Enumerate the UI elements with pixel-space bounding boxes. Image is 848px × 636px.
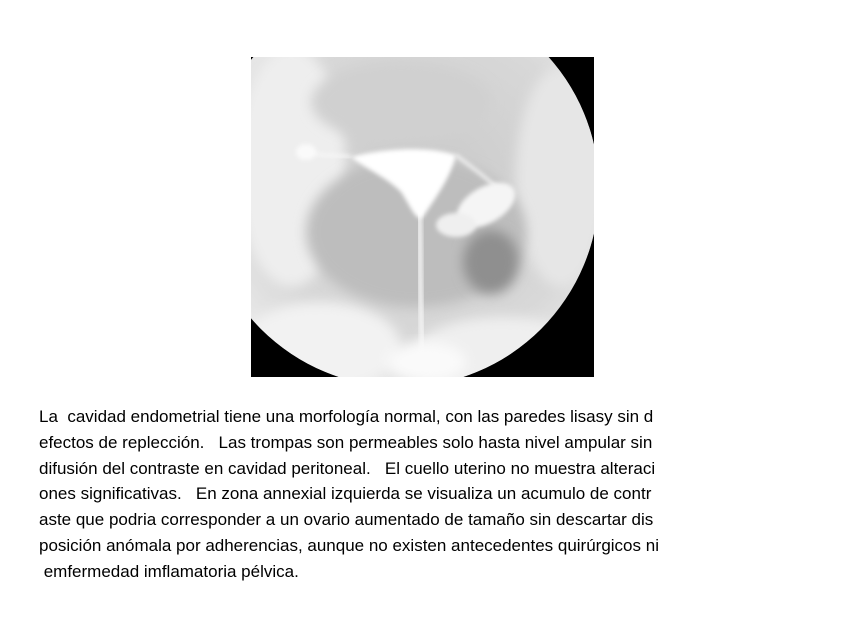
hysterosalpingography-image bbox=[251, 57, 594, 377]
caption-line: efectos de replección. Las trompas son permeables solo hasta nivel ampular sin bbox=[39, 432, 653, 452]
caption-line: La cavidad endometrial tiene una morfología normal, con las paredes lisasy sin d bbox=[39, 407, 654, 426]
findings-caption bbox=[39, 404, 829, 585]
caption-line: difusión del contraste en cavidad peritoneal. El cuello uterino no muestra alteraci bbox=[39, 458, 656, 478]
caption-line: emfermedad imflamatoria pélvica. bbox=[39, 561, 299, 581]
caption-line: posición anómala por adherencias, aunque no existen antecedentes quirúrgicos ni bbox=[39, 535, 659, 555]
caption-line: aste que podria corresponder a un ovario aumentado de tamaño sin descartar dis bbox=[39, 510, 654, 530]
caption-line: ones significativas. En zona annexial izquierda se visualiza un acumulo de contr bbox=[39, 484, 652, 504]
